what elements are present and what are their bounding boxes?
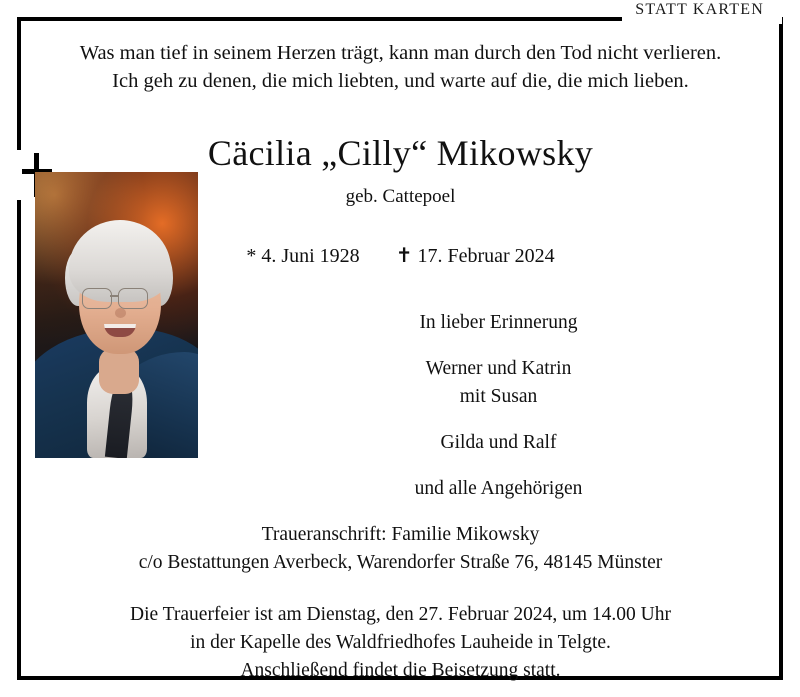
birth-symbol: * [246,245,257,267]
maiden-name: geb. Cattepoel [345,186,456,207]
frame-left-border [17,17,21,680]
photo-neck [99,348,139,394]
family-line-3: Gilda und Ralf [440,432,557,453]
funeral-service-info [22,601,779,685]
address-line-1: Traueranschrift: Familie Mikowsky [261,524,540,545]
verse-line-1: Was man tief in seinem Herzen trägt, kann man durch den Tod nicht verlieren. [79,42,722,64]
portrait-photo [35,172,198,458]
family-line-1: Werner und Katrin [425,358,572,379]
service-line-1: Die Trauerfeier ist am Dienstag, den 27. Februar 2024, um 14.00 Uhr [129,604,672,625]
memory-section [218,309,779,503]
death-symbol: ✝ [395,245,413,267]
death-date: 17. Februar 2024 [417,245,555,267]
header-note: STATT KARTEN [635,1,764,18]
mourning-address [22,521,779,577]
deceased-name: Cäcilia „Cilly“ Mikowsky [207,133,594,173]
cross-frame-mask [17,150,21,200]
photo-glasses-bridge [110,295,118,297]
photo-glasses-left [82,288,112,309]
service-line-2: in der Kapelle des Waldfriedhofes Lauheide in Telgte. [190,632,611,653]
family-line-2: mit Susan [459,386,538,407]
photo-nose [115,308,126,318]
address-line-2: c/o Bestattungen Averbeck, Warendorfer Straße 76, 48145 Münster [138,552,663,573]
memory-intro: In lieber Erinnerung [419,312,578,333]
frame-right-border [779,17,783,680]
family-group-1 [218,355,779,411]
memorial-verse [22,39,779,95]
memory-closing: und alle Angehörigen [414,478,583,499]
photo-glasses-right [118,288,148,309]
birth-date: 4. Juni 1928 [261,245,360,267]
verse-line-2: Ich geh zu denen, die mich liebten, und warte auf die, die mich lieben. [112,70,689,92]
service-line-3: Anschließend findet die Beisetzung statt. [240,660,561,681]
